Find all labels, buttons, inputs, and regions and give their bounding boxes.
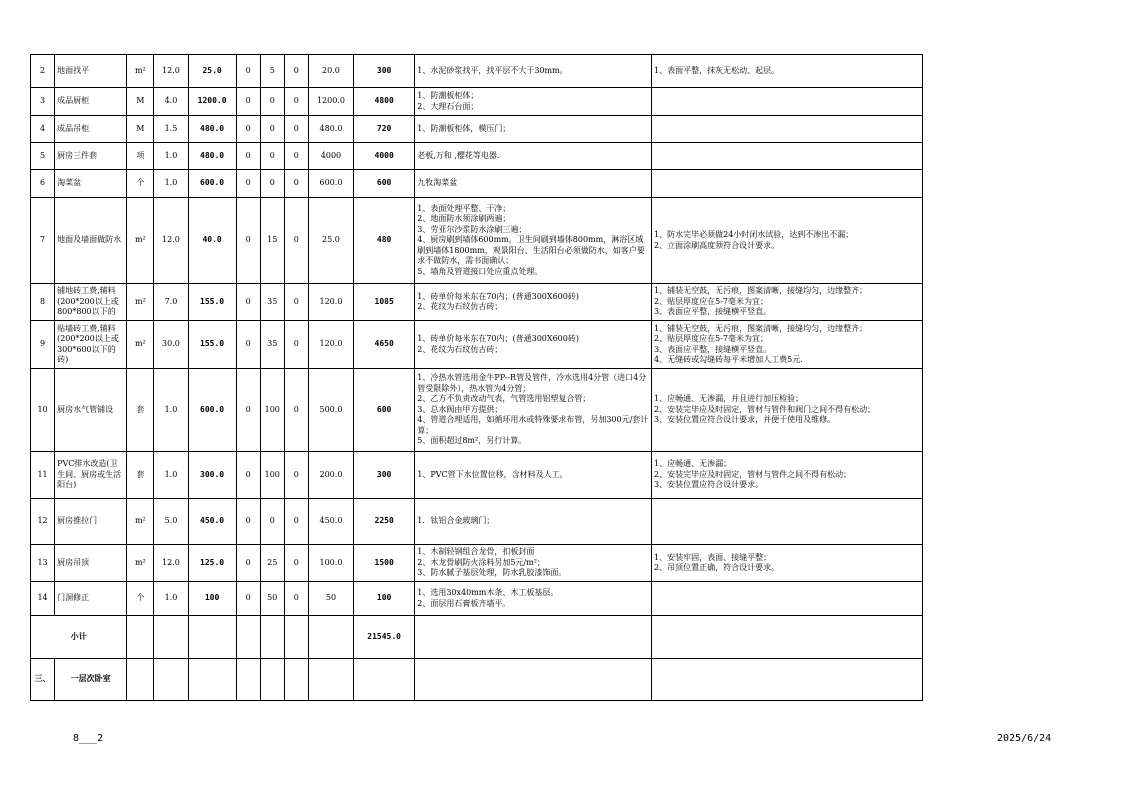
item-quantity: 5.0: [154, 499, 188, 545]
requirement-line: 1、应畅通、无渗漏，并且进行加压检验；: [654, 394, 804, 404]
item-total: 2250: [354, 499, 415, 545]
item-cost-b: 0: [260, 143, 284, 170]
table-row: [31, 452, 923, 499]
requirement-line: 1、防水完毕必须做24小时闭水试验，达到不渗出不漏；: [654, 230, 854, 239]
item-cost-d: 1200.0: [308, 88, 353, 116]
item-cost-c: 0: [284, 499, 308, 545]
description-line: 3、总水阀由甲方提供；: [417, 404, 503, 414]
item-requirements: [652, 284, 923, 321]
item-cost-b: 0: [260, 116, 284, 143]
item-cost-a: 0: [236, 170, 260, 198]
requirement-line: 2、吊顶位置正确，符合设计要求。: [654, 563, 780, 572]
item-cost-c: 0: [284, 369, 308, 452]
item-quantity: 12.0: [154, 545, 188, 582]
description-line: 1、冷热水管选用金牛PP--R管及管件，冷水选用4分管（进口4分管受限除外），热水管为4分管；: [417, 373, 647, 393]
item-requirements: [652, 170, 923, 198]
item-requirements: [652, 116, 923, 143]
item-cost-c: 0: [284, 170, 308, 198]
item-unit: m²: [127, 284, 154, 321]
item-name: 铺地砖工费,辅料(200*200以上或800*800以下的: [55, 284, 127, 321]
item-total: 1085: [354, 284, 415, 321]
description-line: 2、面层用石膏板齐墙平。: [417, 598, 511, 608]
item-unit-price: 125.0: [188, 545, 236, 582]
description-line: 3、防水腻子基层处理，防水乳胶漆饰面。: [417, 568, 567, 578]
item-requirements: [652, 369, 923, 452]
description-line: 5、面积超过8m²，另行计算。: [417, 436, 527, 446]
item-total: 1500: [354, 545, 415, 582]
item-name: 厨房推拉门: [55, 499, 127, 545]
item-cost-a: 0: [236, 499, 260, 545]
item-number: 3: [31, 88, 55, 116]
subtotal-label: 小计: [31, 616, 127, 659]
item-number: 11: [31, 452, 55, 499]
requirement-line: 3、表面应平整，接缝横平竖直。: [654, 344, 772, 354]
item-total: 480: [354, 198, 415, 284]
description-line: 1、表面处理平整、干净；: [417, 203, 511, 213]
item-total: 4000: [354, 143, 415, 170]
table-row: [31, 116, 923, 143]
item-number: 8: [31, 284, 55, 321]
item-total: 600: [354, 369, 415, 452]
item-unit-price: 100: [188, 582, 236, 616]
description-line: 4、厨房刷到墙体600mm，卫生间刷到墙体800mm，淋浴区域刷到墙体1800mm，观景阳台、生活阳台必须做防水，如客户要求不做防水，需书面确认；: [417, 235, 645, 266]
item-cost-b: 0: [260, 499, 284, 545]
quote-table: [30, 54, 923, 701]
item-name: 成品吊柜: [55, 116, 127, 143]
item-number: 13: [31, 545, 55, 582]
item-cost-a: 0: [236, 88, 260, 116]
item-cost-c: 0: [284, 116, 308, 143]
item-requirements: [652, 499, 923, 545]
item-number: 2: [31, 55, 55, 88]
description-line: 1、防潮板柜体；: [417, 91, 479, 100]
item-cost-c: 0: [284, 88, 308, 116]
item-number: 10: [31, 369, 55, 452]
item-unit: 套: [127, 369, 154, 452]
table-row: [31, 143, 923, 170]
item-cost-b: 100: [260, 452, 284, 499]
item-description: [415, 321, 652, 369]
description-line: 1、砖单价每米东在70内；(普通300X600砖): [417, 291, 579, 301]
item-unit: 项: [127, 143, 154, 170]
item-cost-d: 120.0: [308, 321, 353, 369]
item-cost-d: 4000: [308, 143, 353, 170]
item-quantity: 1.0: [154, 582, 188, 616]
item-cost-c: 0: [284, 55, 308, 88]
item-cost-b: 100: [260, 369, 284, 452]
item-cost-d: 450.0: [308, 499, 353, 545]
description-line: 2、花纹为石纹仿古砖；: [417, 302, 503, 311]
description-line: 1、砖单价每米东在70内；(普通300X600砖): [417, 334, 579, 343]
description-line: 3、劳亚尔沙浆防水涂刷三遍；: [417, 224, 527, 234]
item-requirements: [652, 321, 923, 369]
item-description: [415, 55, 652, 88]
item-name: 成品厨柜: [55, 88, 127, 116]
requirement-line: 4、无缝砖或勾缝砖每平米增加人工费5元.: [654, 355, 803, 364]
item-name: 淘菜盆: [55, 170, 127, 198]
item-description: [415, 198, 652, 284]
description-line: 1、选用30x40mm木条、木工板基层。: [417, 588, 559, 597]
table-row: [31, 284, 923, 321]
item-number: 14: [31, 582, 55, 616]
item-cost-c: 0: [284, 582, 308, 616]
item-number: 4: [31, 116, 55, 143]
requirement-line: 2、安装完毕应及时固定，管材与管件之间不得有松动；: [654, 469, 852, 479]
item-cost-d: 120.0: [308, 284, 353, 321]
item-total: 720: [354, 116, 415, 143]
item-quantity: 1.0: [154, 369, 188, 452]
description-line: 5、墙角及管道接口处应重点处理。: [417, 266, 543, 276]
item-number: 12: [31, 499, 55, 545]
item-requirements: [652, 88, 923, 116]
subtotal-row: [31, 616, 923, 659]
description-line: 2、乙方不负责改动气表，气管选用铝塑复合管；: [417, 394, 591, 404]
item-unit: 个: [127, 170, 154, 198]
item-cost-a: 0: [236, 582, 260, 616]
item-requirements: [652, 452, 923, 499]
item-quantity: 1.5: [154, 116, 188, 143]
item-unit: m²: [127, 55, 154, 88]
item-name: 厨房三件套: [55, 143, 127, 170]
requirement-line: 3、安装位置应符合设计要求。: [654, 480, 764, 490]
item-cost-c: 0: [284, 143, 308, 170]
item-number: 5: [31, 143, 55, 170]
description-line: 1、PVC管下水位置位移，含材料及人工。: [417, 469, 568, 479]
table-row: [31, 499, 923, 545]
item-cost-d: 500.0: [308, 369, 353, 452]
item-quantity: 1.0: [154, 143, 188, 170]
item-description: [415, 143, 652, 170]
requirement-line: 2、安装完毕应及时固定，管材与管件和阀门之间不得有松动；: [654, 404, 876, 414]
item-number: 6: [31, 170, 55, 198]
item-description: [415, 170, 652, 198]
item-name: PVC排水改造(卫生间、厨房或生活阳台): [55, 452, 127, 499]
item-cost-b: 35: [260, 284, 284, 321]
requirement-line: 2、贴层厚度应在5-7毫米为宜；: [654, 296, 768, 306]
item-quantity: 1.0: [154, 170, 188, 198]
item-cost-a: 0: [236, 143, 260, 170]
item-description: [415, 88, 652, 116]
requirement-line: 1、表面平整，抹灰无松动、起层。: [654, 65, 780, 75]
item-requirements: [652, 582, 923, 616]
item-unit: M: [127, 116, 154, 143]
item-unit-price: 450.0: [188, 499, 236, 545]
item-unit-price: 600.0: [188, 369, 236, 452]
item-unit: m²: [127, 321, 154, 369]
item-name: 地面找平: [55, 55, 127, 88]
item-quantity: 1.0: [154, 452, 188, 499]
item-cost-c: 0: [284, 452, 308, 499]
item-cost-d: 600.0: [308, 170, 353, 198]
table-row: [31, 198, 923, 284]
item-unit: M: [127, 88, 154, 116]
requirement-line: 2、立面涂刷高度须符合设计要求。: [654, 240, 780, 250]
item-requirements: [652, 143, 923, 170]
description-line: 1、木制轻钢组合龙骨，扣板封面: [417, 547, 535, 557]
requirement-line: 3、表面应平整，接缝横平竖直。: [654, 307, 772, 317]
description-line: 2、花纹为石纹仿古砖；: [417, 344, 503, 354]
requirement-line: 2、贴层厚度应在5-7毫米为宜；: [654, 334, 768, 343]
item-requirements: [652, 545, 923, 582]
requirement-line: 3、安装位置应符合设计要求，并便于使用及维修。: [654, 415, 836, 425]
item-cost-b: 35: [260, 321, 284, 369]
table-row: [31, 369, 923, 452]
item-description: [415, 284, 652, 321]
item-cost-a: 0: [236, 452, 260, 499]
item-number: 7: [31, 198, 55, 284]
item-unit: 个: [127, 582, 154, 616]
description-line: 1．钛铝合金玻璃门；: [417, 516, 495, 526]
description-line: 2、大理石台面；: [417, 101, 479, 111]
table-row: [31, 88, 923, 116]
item-cost-c: 0: [284, 545, 308, 582]
print-date: 2025/6/24: [997, 733, 1052, 744]
section-title: 一层次卧室: [55, 659, 127, 701]
item-name: 厨房水气管铺设: [55, 369, 127, 452]
item-cost-a: 0: [236, 284, 260, 321]
section-number: 三、: [31, 659, 55, 701]
item-cost-c: 0: [284, 284, 308, 321]
subtotal-value: 21545.0: [354, 616, 415, 659]
item-unit-price: 480.0: [188, 143, 236, 170]
table-row: [31, 321, 923, 369]
item-total: 600: [354, 170, 415, 198]
table-row: [31, 55, 923, 88]
item-cost-b: 25: [260, 545, 284, 582]
requirement-line: 1、铺装无空鼓，无污痕，图案清晰，接缝均匀，边缘整齐；: [654, 286, 868, 296]
description-line: 1、防潮板柜体，模压门；: [417, 123, 511, 133]
item-description: [415, 369, 652, 452]
table-row: [31, 170, 923, 198]
item-unit: m²: [127, 499, 154, 545]
item-description: [415, 116, 652, 143]
item-cost-a: 0: [236, 369, 260, 452]
item-number: 9: [31, 321, 55, 369]
item-total: 4800: [354, 88, 415, 116]
item-unit-price: 300.0: [188, 452, 236, 499]
item-cost-a: 0: [236, 321, 260, 369]
item-quantity: 12.0: [154, 55, 188, 88]
section-row: [31, 659, 923, 701]
item-description: [415, 582, 652, 616]
requirement-line: 1、安装牢固，表面、接缝平整；: [654, 552, 772, 562]
item-total: 300: [354, 55, 415, 88]
item-unit-price: 600.0: [188, 170, 236, 198]
item-name: 地面及墙面做防水: [55, 198, 127, 284]
description-line: 4、管道合理适用，如循环用水或特殊要求布管，另加300元/套计算；: [417, 415, 649, 435]
item-quantity: 7.0: [154, 284, 188, 321]
item-quantity: 4.0: [154, 88, 188, 116]
item-unit: m²: [127, 545, 154, 582]
item-cost-d: 200.0: [308, 452, 353, 499]
item-total: 300: [354, 452, 415, 499]
item-unit-price: 155.0: [188, 284, 236, 321]
description-line: 1、水泥砂浆找平，找平层不大于30mm。: [417, 65, 568, 75]
item-cost-a: 0: [236, 198, 260, 284]
item-name: 贴墙砖工费,辅料(200*200以上或300*600以下的砖): [55, 321, 127, 369]
item-cost-a: 0: [236, 55, 260, 88]
item-cost-c: 0: [284, 198, 308, 284]
description-line: 2、木龙骨刷防火涂料另加5元/m²；: [417, 557, 545, 567]
page-number: 8___2: [73, 733, 104, 744]
item-quantity: 12.0: [154, 198, 188, 284]
requirement-line: 1、应畅通、无渗漏；: [654, 459, 732, 469]
item-unit-price: 1200.0: [188, 88, 236, 116]
requirement-line: 1、铺装无空鼓，无污痕，图案清晰，接缝均匀，边缘整齐；: [654, 323, 868, 333]
item-cost-d: 100.0: [308, 545, 353, 582]
item-requirements: [652, 55, 923, 88]
item-cost-d: 480.0: [308, 116, 353, 143]
item-description: [415, 545, 652, 582]
table-row: [31, 545, 923, 582]
item-cost-d: 50: [308, 582, 353, 616]
item-unit: m²: [127, 198, 154, 284]
item-cost-b: 0: [260, 170, 284, 198]
description-line: 老板,万和 ,樱花等电器.: [417, 150, 500, 160]
item-description: [415, 452, 652, 499]
item-unit: 套: [127, 452, 154, 499]
description-line: 九牧淘菜盆: [417, 178, 458, 188]
item-unit-price: 480.0: [188, 116, 236, 143]
table-row: [31, 582, 923, 616]
item-quantity: 30.0: [154, 321, 188, 369]
item-total: 100: [354, 582, 415, 616]
item-name: 门洞修正: [55, 582, 127, 616]
item-cost-b: 5: [260, 55, 284, 88]
description-line: 2、地面防水须涂刷两遍；: [417, 214, 511, 224]
item-requirements: [652, 198, 923, 284]
item-unit-price: 155.0: [188, 321, 236, 369]
item-cost-a: 0: [236, 116, 260, 143]
item-cost-a: 0: [236, 545, 260, 582]
item-cost-d: 25.0: [308, 198, 353, 284]
item-unit-price: 40.0: [188, 198, 236, 284]
item-cost-b: 50: [260, 582, 284, 616]
item-cost-b: 0: [260, 88, 284, 116]
item-cost-b: 15: [260, 198, 284, 284]
item-total: 4650: [354, 321, 415, 369]
item-unit-price: 25.0: [188, 55, 236, 88]
item-cost-d: 20.0: [308, 55, 353, 88]
item-description: [415, 499, 652, 545]
item-name: 厨房吊顶: [55, 545, 127, 582]
item-cost-c: 0: [284, 321, 308, 369]
